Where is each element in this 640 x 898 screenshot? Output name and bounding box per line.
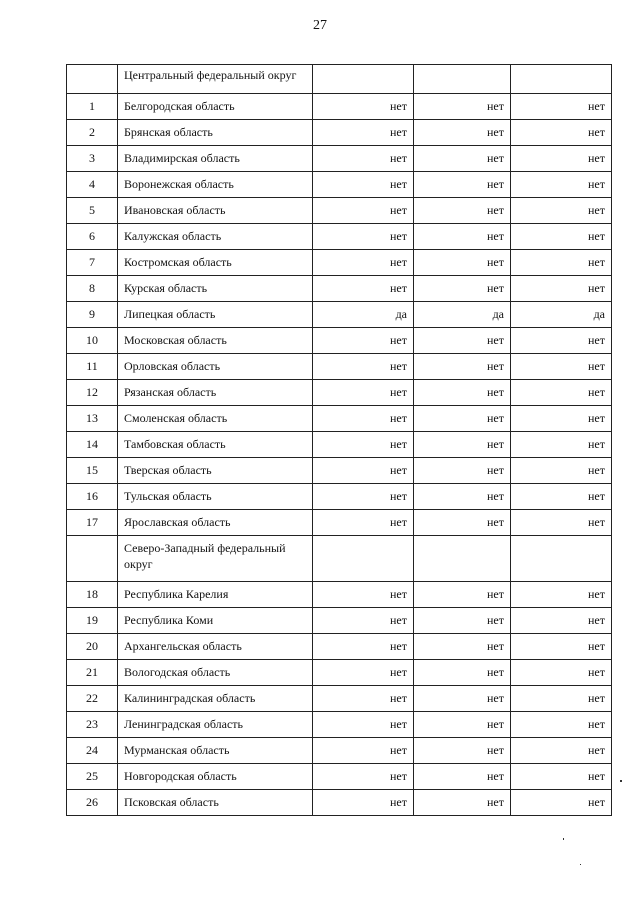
row-number: 1 <box>67 94 118 120</box>
district-name: Центральный федеральный округ <box>118 65 313 94</box>
table-row <box>67 354 612 380</box>
row-number: 17 <box>67 510 118 536</box>
table-row <box>67 712 612 738</box>
table-row <box>67 94 612 120</box>
value-cell-2: нет <box>414 510 511 536</box>
district-name: Северо-Западный федеральный округ <box>118 536 313 582</box>
value-cell-3: нет <box>511 712 612 738</box>
value-cell-3: нет <box>511 380 612 406</box>
value-cell-1: нет <box>313 380 414 406</box>
region-name: Тамбовская область <box>118 432 313 458</box>
value-cell-1: нет <box>313 790 414 816</box>
table-row <box>67 686 612 712</box>
scan-speck <box>563 838 564 840</box>
scan-speck <box>580 864 581 865</box>
value-cell-1: нет <box>313 484 414 510</box>
value-cell-2: нет <box>414 484 511 510</box>
value-cell-1: нет <box>313 686 414 712</box>
region-name: Республика Коми <box>118 608 313 634</box>
table-row <box>67 790 612 816</box>
value-cell-2: нет <box>414 198 511 224</box>
value-cell-3: нет <box>511 608 612 634</box>
value-cell-1: нет <box>313 276 414 302</box>
region-name: Ярославская область <box>118 510 313 536</box>
value-cell-1: нет <box>313 94 414 120</box>
value-cell-3: нет <box>511 328 612 354</box>
table-row <box>67 328 612 354</box>
value-cell-3: нет <box>511 432 612 458</box>
table-row <box>67 146 612 172</box>
value-cell-2: нет <box>414 380 511 406</box>
value-cell-1: нет <box>313 172 414 198</box>
value-cell-3: нет <box>511 276 612 302</box>
table-row <box>67 302 612 328</box>
table-row <box>67 380 612 406</box>
value-cell-3: нет <box>511 120 612 146</box>
table-row <box>67 738 612 764</box>
region-name: Ленинградская область <box>118 712 313 738</box>
region-name: Вологодская область <box>118 660 313 686</box>
region-name: Калужская область <box>118 224 313 250</box>
region-name: Калининградская область <box>118 686 313 712</box>
value-cell-3: нет <box>511 790 612 816</box>
region-name: Владимирская область <box>118 146 313 172</box>
value-cell-1: нет <box>313 198 414 224</box>
table-row <box>67 660 612 686</box>
row-number: 8 <box>67 276 118 302</box>
row-number: 13 <box>67 406 118 432</box>
regions-table <box>66 64 612 816</box>
regions-table-body <box>67 65 612 816</box>
value-cell-2: нет <box>414 120 511 146</box>
value-cell-2: нет <box>414 660 511 686</box>
value-cell-3: да <box>511 302 612 328</box>
value-cell-3: нет <box>511 660 612 686</box>
value-cell-2: нет <box>414 712 511 738</box>
row-number: 14 <box>67 432 118 458</box>
region-name: Воронежская область <box>118 172 313 198</box>
value-cell-1: нет <box>313 328 414 354</box>
row-number: 22 <box>67 686 118 712</box>
page-number: 27 <box>313 18 327 33</box>
value-cell-2: нет <box>414 582 511 608</box>
value-cell-2: нет <box>414 250 511 276</box>
table-row <box>67 432 612 458</box>
table-row <box>67 764 612 790</box>
row-number: 20 <box>67 634 118 660</box>
region-name: Архангельская область <box>118 634 313 660</box>
empty-cell <box>511 536 612 582</box>
table-row <box>67 276 612 302</box>
value-cell-1: нет <box>313 120 414 146</box>
table-row <box>67 510 612 536</box>
value-cell-2: нет <box>414 172 511 198</box>
value-cell-1: нет <box>313 764 414 790</box>
value-cell-1: нет <box>313 354 414 380</box>
value-cell-3: нет <box>511 94 612 120</box>
value-cell-1: нет <box>313 712 414 738</box>
row-number: 2 <box>67 120 118 146</box>
value-cell-2: нет <box>414 406 511 432</box>
value-cell-1: нет <box>313 738 414 764</box>
table-row <box>67 406 612 432</box>
value-cell-3: нет <box>511 582 612 608</box>
value-cell-3: нет <box>511 224 612 250</box>
value-cell-2: нет <box>414 94 511 120</box>
value-cell-2: нет <box>414 458 511 484</box>
table-row <box>67 582 612 608</box>
empty-cell <box>67 65 118 94</box>
value-cell-2: нет <box>414 354 511 380</box>
empty-cell <box>511 65 612 94</box>
value-cell-3: нет <box>511 146 612 172</box>
empty-cell <box>67 536 118 582</box>
value-cell-3: нет <box>511 634 612 660</box>
row-number: 18 <box>67 582 118 608</box>
value-cell-1: нет <box>313 582 414 608</box>
value-cell-3: нет <box>511 484 612 510</box>
row-number: 15 <box>67 458 118 484</box>
row-number: 16 <box>67 484 118 510</box>
value-cell-2: нет <box>414 738 511 764</box>
row-number: 21 <box>67 660 118 686</box>
value-cell-3: нет <box>511 172 612 198</box>
value-cell-2: да <box>414 302 511 328</box>
table-row <box>67 224 612 250</box>
row-number: 23 <box>67 712 118 738</box>
value-cell-3: нет <box>511 406 612 432</box>
value-cell-1: нет <box>313 510 414 536</box>
region-name: Новгородская область <box>118 764 313 790</box>
value-cell-2: нет <box>414 790 511 816</box>
value-cell-2: нет <box>414 146 511 172</box>
value-cell-2: нет <box>414 224 511 250</box>
region-name: Брянская область <box>118 120 313 146</box>
value-cell-1: нет <box>313 634 414 660</box>
value-cell-1: нет <box>313 608 414 634</box>
region-name: Белгородская область <box>118 94 313 120</box>
row-number: 11 <box>67 354 118 380</box>
empty-cell <box>414 65 511 94</box>
row-number: 4 <box>67 172 118 198</box>
table-row <box>67 458 612 484</box>
value-cell-1: нет <box>313 146 414 172</box>
value-cell-3: нет <box>511 458 612 484</box>
table-row <box>67 608 612 634</box>
region-name: Псковская область <box>118 790 313 816</box>
value-cell-3: нет <box>511 354 612 380</box>
value-cell-2: нет <box>414 328 511 354</box>
value-cell-3: нет <box>511 764 612 790</box>
value-cell-1: нет <box>313 660 414 686</box>
value-cell-2: нет <box>414 634 511 660</box>
district-header-row <box>67 536 612 582</box>
region-name: Республика Карелия <box>118 582 313 608</box>
value-cell-1: нет <box>313 250 414 276</box>
value-cell-2: нет <box>414 276 511 302</box>
value-cell-1: нет <box>313 432 414 458</box>
value-cell-3: нет <box>511 250 612 276</box>
row-number: 9 <box>67 302 118 328</box>
value-cell-1: нет <box>313 458 414 484</box>
value-cell-3: нет <box>511 686 612 712</box>
row-number: 25 <box>67 764 118 790</box>
empty-cell <box>313 65 414 94</box>
value-cell-3: нет <box>511 738 612 764</box>
empty-cell <box>414 536 511 582</box>
row-number: 3 <box>67 146 118 172</box>
region-name: Костромская область <box>118 250 313 276</box>
region-name: Тверская область <box>118 458 313 484</box>
region-name: Курская область <box>118 276 313 302</box>
table-row <box>67 250 612 276</box>
value-cell-1: нет <box>313 224 414 250</box>
district-header-row <box>67 65 612 94</box>
row-number: 19 <box>67 608 118 634</box>
region-name: Тульская область <box>118 484 313 510</box>
region-name: Рязанская область <box>118 380 313 406</box>
region-name: Ивановская область <box>118 198 313 224</box>
region-name: Орловская область <box>118 354 313 380</box>
region-name: Мурманская область <box>118 738 313 764</box>
region-name: Смоленская область <box>118 406 313 432</box>
value-cell-2: нет <box>414 608 511 634</box>
value-cell-2: нет <box>414 432 511 458</box>
table-row <box>67 198 612 224</box>
empty-cell <box>313 536 414 582</box>
row-number: 10 <box>67 328 118 354</box>
table-row <box>67 484 612 510</box>
region-name: Московская область <box>118 328 313 354</box>
region-name: Липецкая область <box>118 302 313 328</box>
row-number: 12 <box>67 380 118 406</box>
value-cell-3: нет <box>511 510 612 536</box>
value-cell-1: да <box>313 302 414 328</box>
table-row <box>67 172 612 198</box>
row-number: 24 <box>67 738 118 764</box>
value-cell-3: нет <box>511 198 612 224</box>
table-row <box>67 634 612 660</box>
table-row <box>67 120 612 146</box>
row-number: 26 <box>67 790 118 816</box>
row-number: 6 <box>67 224 118 250</box>
row-number: 5 <box>67 198 118 224</box>
value-cell-2: нет <box>414 686 511 712</box>
value-cell-1: нет <box>313 406 414 432</box>
scan-speck <box>620 780 622 782</box>
row-number: 7 <box>67 250 118 276</box>
value-cell-2: нет <box>414 764 511 790</box>
